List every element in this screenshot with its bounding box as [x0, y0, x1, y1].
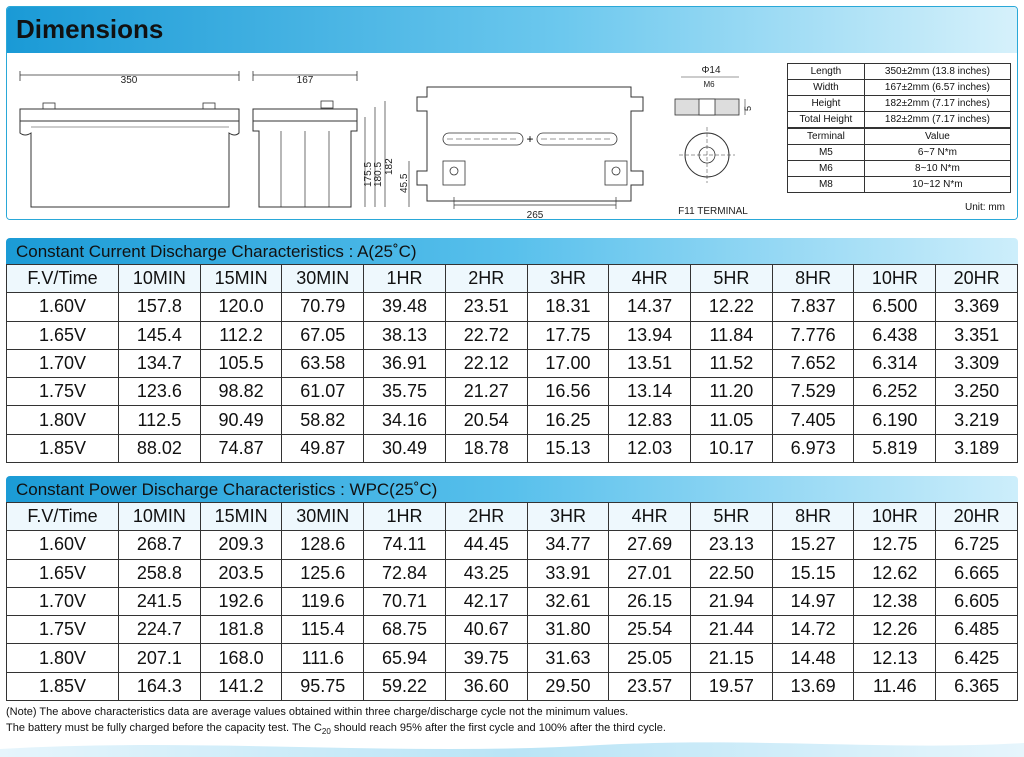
- column-header: 4HR: [609, 265, 691, 293]
- note-line-1: (Note) The above characteristics data are average values obtained within three charge/discharge cycle not the minimum values.: [6, 706, 629, 718]
- value-cell: 38.13: [364, 321, 446, 349]
- terminal-type-label: F11 TERMINAL: [678, 206, 748, 217]
- value-cell: 13.69: [772, 672, 854, 700]
- column-header: 10HR: [854, 265, 936, 293]
- value-cell: 3.309: [936, 349, 1018, 377]
- value-cell: 157.8: [119, 293, 201, 321]
- value-cell: 11.05: [691, 406, 773, 434]
- table-row: [7, 531, 1018, 559]
- value-cell: 6.665: [936, 559, 1018, 587]
- table-row: [7, 378, 1018, 406]
- torque-header-value: Value: [864, 129, 1010, 145]
- value-cell: 6.725: [936, 531, 1018, 559]
- torque-terminal: M8: [788, 177, 865, 193]
- height-label-2: 180.5: [373, 161, 384, 187]
- value-cell: 14.48: [772, 644, 854, 672]
- value-cell: 27.69: [609, 531, 691, 559]
- current-discharge-title: Constant Current Discharge Characteristics : A(25˚C): [16, 242, 417, 261]
- value-cell: 19.57: [691, 672, 773, 700]
- table-header-row: [7, 503, 1018, 531]
- table-row: [7, 293, 1018, 321]
- value-cell: 11.46: [854, 672, 936, 700]
- value-cell: 203.5: [200, 559, 282, 587]
- terminal-drawing: [663, 63, 773, 220]
- value-cell: 23.51: [445, 293, 527, 321]
- value-cell: 22.50: [691, 559, 773, 587]
- value-cell: 35.75: [364, 378, 446, 406]
- column-header: 1HR: [364, 265, 446, 293]
- spec-row: [788, 64, 1011, 80]
- spec-label: Total Height: [788, 112, 865, 128]
- value-cell: 98.82: [200, 378, 282, 406]
- voltage-cell: 1.85V: [7, 434, 119, 462]
- unit-note: Unit: mm: [965, 202, 1005, 213]
- value-cell: 67.05: [282, 321, 364, 349]
- column-header: 3HR: [527, 503, 609, 531]
- voltage-cell: 1.75V: [7, 616, 119, 644]
- power-discharge-header: [6, 476, 1018, 502]
- value-cell: 17.00: [527, 349, 609, 377]
- value-cell: 33.91: [527, 559, 609, 587]
- value-cell: 25.05: [609, 644, 691, 672]
- spec-value: 167±2mm (6.57 inches): [864, 80, 1010, 96]
- terminal-thread-label: M6: [703, 80, 715, 89]
- value-cell: 10.17: [691, 434, 773, 462]
- bolt-spacing-label: 265: [526, 210, 544, 220]
- value-cell: 7.652: [772, 349, 854, 377]
- value-cell: 15.27: [772, 531, 854, 559]
- table-row: [7, 587, 1018, 615]
- note-line-2-pre: The battery must be fully charged before the capacity test. The C: [6, 722, 322, 734]
- value-cell: 164.3: [119, 672, 201, 700]
- value-cell: 6.485: [936, 616, 1018, 644]
- value-cell: 70.71: [364, 587, 446, 615]
- value-cell: 3.189: [936, 434, 1018, 462]
- spec-row: [788, 96, 1011, 112]
- column-header: 10MIN: [119, 265, 201, 293]
- value-cell: 31.63: [527, 644, 609, 672]
- torque-terminal: M5: [788, 145, 865, 161]
- value-cell: 11.20: [691, 378, 773, 406]
- value-cell: 268.7: [119, 531, 201, 559]
- column-header: 20HR: [936, 265, 1018, 293]
- value-cell: 18.31: [527, 293, 609, 321]
- spec-label: Width: [788, 80, 865, 96]
- column-header: 5HR: [691, 265, 773, 293]
- voltage-cell: 1.70V: [7, 349, 119, 377]
- column-header: 4HR: [609, 503, 691, 531]
- table-row: [7, 434, 1018, 462]
- column-header: F.V/Time: [7, 265, 119, 293]
- side-width-label: 167: [296, 75, 314, 86]
- value-cell: 29.50: [527, 672, 609, 700]
- value-cell: 5.819: [854, 434, 936, 462]
- decorative-wave: [0, 735, 1024, 757]
- value-cell: 3.351: [936, 321, 1018, 349]
- value-cell: 12.13: [854, 644, 936, 672]
- value-cell: 11.52: [691, 349, 773, 377]
- value-cell: 6.973: [772, 434, 854, 462]
- value-cell: 12.26: [854, 616, 936, 644]
- torque-row: [788, 177, 1011, 193]
- power-discharge-section: [6, 476, 1018, 701]
- value-cell: 6.365: [936, 672, 1018, 700]
- value-cell: 112.2: [200, 321, 282, 349]
- table-row: [7, 559, 1018, 587]
- value-cell: 20.54: [445, 406, 527, 434]
- value-cell: 111.6: [282, 644, 364, 672]
- value-cell: 49.87: [282, 434, 364, 462]
- torque-row: [788, 145, 1011, 161]
- spec-label: Height: [788, 96, 865, 112]
- spec-table: [787, 63, 1011, 193]
- value-cell: 26.15: [609, 587, 691, 615]
- value-cell: 70.79: [282, 293, 364, 321]
- value-cell: 6.190: [854, 406, 936, 434]
- value-cell: 120.0: [200, 293, 282, 321]
- value-cell: 72.84: [364, 559, 446, 587]
- value-cell: 88.02: [119, 434, 201, 462]
- torque-header-terminal: Terminal: [788, 129, 865, 145]
- value-cell: 17.75: [527, 321, 609, 349]
- height-label-3: 182: [384, 158, 395, 175]
- value-cell: 7.529: [772, 378, 854, 406]
- column-header: 5HR: [691, 503, 773, 531]
- value-cell: 21.15: [691, 644, 773, 672]
- value-cell: 119.6: [282, 587, 364, 615]
- value-cell: 58.82: [282, 406, 364, 434]
- value-cell: 34.16: [364, 406, 446, 434]
- value-cell: 6.605: [936, 587, 1018, 615]
- value-cell: 36.91: [364, 349, 446, 377]
- value-cell: 65.94: [364, 644, 446, 672]
- value-cell: 61.07: [282, 378, 364, 406]
- torque-value: 8~10 N*m: [864, 161, 1010, 177]
- value-cell: 39.75: [445, 644, 527, 672]
- value-cell: 12.22: [691, 293, 773, 321]
- value-cell: 63.58: [282, 349, 364, 377]
- value-cell: 59.22: [364, 672, 446, 700]
- value-cell: 16.25: [527, 406, 609, 434]
- value-cell: 141.2: [200, 672, 282, 700]
- column-header: 30MIN: [282, 503, 364, 531]
- voltage-cell: 1.60V: [7, 531, 119, 559]
- value-cell: 30.49: [364, 434, 446, 462]
- current-discharge-header: [6, 238, 1018, 264]
- note-line-2-sub: 20: [321, 727, 331, 737]
- torque-terminal: M6: [788, 161, 865, 177]
- value-cell: 22.72: [445, 321, 527, 349]
- value-cell: 168.0: [200, 644, 282, 672]
- value-cell: 74.87: [200, 434, 282, 462]
- torque-value: 6~7 N*m: [864, 145, 1010, 161]
- value-cell: 43.25: [445, 559, 527, 587]
- column-header: F.V/Time: [7, 503, 119, 531]
- value-cell: 15.15: [772, 559, 854, 587]
- value-cell: 181.8: [200, 616, 282, 644]
- column-header: 8HR: [772, 503, 854, 531]
- value-cell: 3.219: [936, 406, 1018, 434]
- power-discharge-title: Constant Power Discharge Characteristics : WPC(25˚C): [16, 480, 438, 499]
- current-discharge-table: [6, 264, 1018, 463]
- value-cell: 15.13: [527, 434, 609, 462]
- value-cell: 11.84: [691, 321, 773, 349]
- value-cell: 12.03: [609, 434, 691, 462]
- value-cell: 13.94: [609, 321, 691, 349]
- value-cell: 3.369: [936, 293, 1018, 321]
- value-cell: 16.56: [527, 378, 609, 406]
- spec-row: [788, 112, 1011, 128]
- dimensions-body: [7, 53, 1017, 219]
- voltage-cell: 1.60V: [7, 293, 119, 321]
- value-cell: 258.8: [119, 559, 201, 587]
- terminal-height-label: 45.5: [399, 173, 410, 193]
- dimensions-header: [7, 7, 1017, 53]
- value-cell: 14.37: [609, 293, 691, 321]
- value-cell: 128.6: [282, 531, 364, 559]
- value-cell: 21.27: [445, 378, 527, 406]
- value-cell: 23.57: [609, 672, 691, 700]
- height-label-1: 175.5: [363, 161, 374, 187]
- value-cell: 112.5: [119, 406, 201, 434]
- torque-header-row: [788, 129, 1011, 145]
- value-cell: 12.62: [854, 559, 936, 587]
- column-header: 8HR: [772, 265, 854, 293]
- value-cell: 74.11: [364, 531, 446, 559]
- value-cell: 134.7: [119, 349, 201, 377]
- value-cell: 25.54: [609, 616, 691, 644]
- voltage-cell: 1.85V: [7, 672, 119, 700]
- svg-text:+: +: [526, 132, 534, 146]
- value-cell: 39.48: [364, 293, 446, 321]
- value-cell: 224.7: [119, 616, 201, 644]
- value-cell: 6.500: [854, 293, 936, 321]
- value-cell: 44.45: [445, 531, 527, 559]
- voltage-cell: 1.75V: [7, 378, 119, 406]
- voltage-cell: 1.70V: [7, 587, 119, 615]
- column-header: 15MIN: [200, 265, 282, 293]
- value-cell: 3.250: [936, 378, 1018, 406]
- current-discharge-section: [6, 238, 1018, 463]
- voltage-cell: 1.80V: [7, 406, 119, 434]
- value-cell: 22.12: [445, 349, 527, 377]
- torque-row: [788, 161, 1011, 177]
- value-cell: 68.75: [364, 616, 446, 644]
- column-header: 2HR: [445, 503, 527, 531]
- column-header: 2HR: [445, 265, 527, 293]
- value-cell: 21.94: [691, 587, 773, 615]
- spec-label: Length: [788, 64, 865, 80]
- column-header: 15MIN: [200, 503, 282, 531]
- value-cell: 192.6: [200, 587, 282, 615]
- value-cell: 115.4: [282, 616, 364, 644]
- dimensions-title: Dimensions: [16, 14, 164, 44]
- front-width-label: 350: [120, 75, 138, 86]
- voltage-cell: 1.80V: [7, 644, 119, 672]
- terminal-diameter-label: Φ14: [701, 65, 721, 76]
- value-cell: 12.75: [854, 531, 936, 559]
- value-cell: 32.61: [527, 587, 609, 615]
- value-cell: 6.252: [854, 378, 936, 406]
- table-header-row: [7, 265, 1018, 293]
- value-cell: 123.6: [119, 378, 201, 406]
- value-cell: 21.44: [691, 616, 773, 644]
- value-cell: 42.17: [445, 587, 527, 615]
- value-cell: 95.75: [282, 672, 364, 700]
- value-cell: 125.6: [282, 559, 364, 587]
- value-cell: 13.14: [609, 378, 691, 406]
- dimensions-panel: [6, 6, 1018, 220]
- value-cell: 7.776: [772, 321, 854, 349]
- voltage-cell: 1.65V: [7, 559, 119, 587]
- value-cell: 105.5: [200, 349, 282, 377]
- value-cell: 36.60: [445, 672, 527, 700]
- value-cell: 90.49: [200, 406, 282, 434]
- note-line-2-post: should reach 95% after the first cycle and 100% after the third cycle.: [330, 722, 666, 734]
- spec-value: 182±2mm (7.17 inches): [864, 112, 1010, 128]
- value-cell: 207.1: [119, 644, 201, 672]
- table-row: [7, 321, 1018, 349]
- table-row: [7, 672, 1018, 700]
- value-cell: 14.72: [772, 616, 854, 644]
- column-header: 20HR: [936, 503, 1018, 531]
- value-cell: 209.3: [200, 531, 282, 559]
- value-cell: 145.4: [119, 321, 201, 349]
- value-cell: 14.97: [772, 587, 854, 615]
- value-cell: 40.67: [445, 616, 527, 644]
- table-row: [7, 349, 1018, 377]
- table-row: [7, 406, 1018, 434]
- torque-value: 10~12 N*m: [864, 177, 1010, 193]
- column-header: 10HR: [854, 503, 936, 531]
- value-cell: 12.83: [609, 406, 691, 434]
- value-cell: 13.51: [609, 349, 691, 377]
- value-cell: 34.77: [527, 531, 609, 559]
- power-discharge-table: [6, 502, 1018, 701]
- front-view-drawing: [17, 67, 247, 220]
- top-view-drawing: [395, 67, 665, 220]
- value-cell: 31.80: [527, 616, 609, 644]
- side-view-drawing: [251, 67, 401, 220]
- terminal-depth-label: 5: [743, 105, 753, 111]
- value-cell: 27.01: [609, 559, 691, 587]
- value-cell: 6.425: [936, 644, 1018, 672]
- value-cell: 7.837: [772, 293, 854, 321]
- column-header: 10MIN: [119, 503, 201, 531]
- spec-row: [788, 80, 1011, 96]
- value-cell: 12.38: [854, 587, 936, 615]
- value-cell: 6.314: [854, 349, 936, 377]
- value-cell: 6.438: [854, 321, 936, 349]
- value-cell: 241.5: [119, 587, 201, 615]
- spec-value: 182±2mm (7.17 inches): [864, 96, 1010, 112]
- value-cell: 7.405: [772, 406, 854, 434]
- table-row: [7, 644, 1018, 672]
- spec-value: 350±2mm (13.8 inches): [864, 64, 1010, 80]
- column-header: 1HR: [364, 503, 446, 531]
- column-header: 3HR: [527, 265, 609, 293]
- voltage-cell: 1.65V: [7, 321, 119, 349]
- column-header: 30MIN: [282, 265, 364, 293]
- table-row: [7, 616, 1018, 644]
- value-cell: 23.13: [691, 531, 773, 559]
- value-cell: 18.78: [445, 434, 527, 462]
